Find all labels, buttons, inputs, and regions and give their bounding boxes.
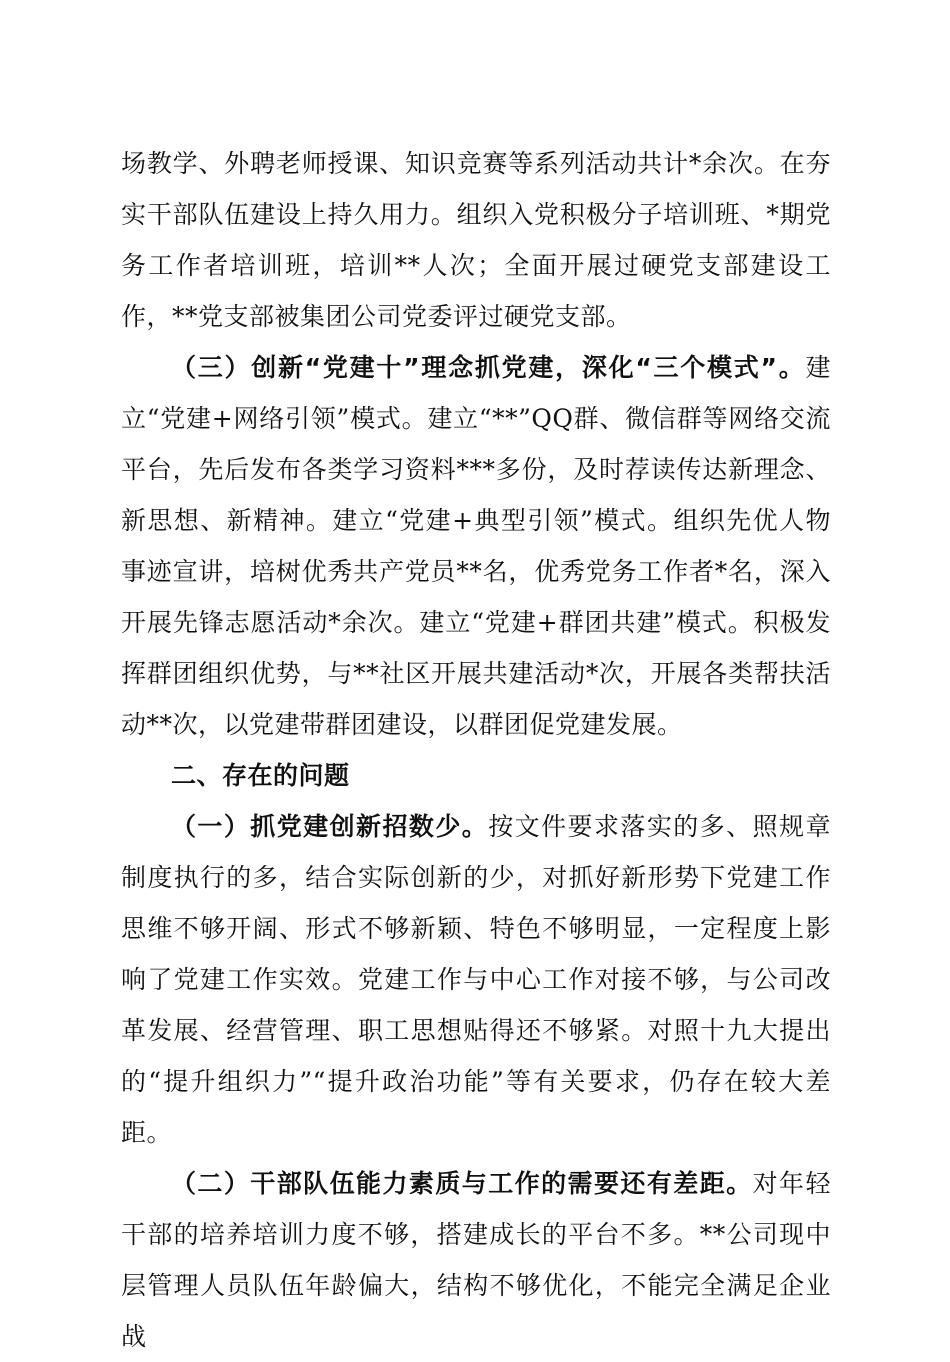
paragraph-problem-2 [121, 1158, 831, 1362]
paragraph-text: 按文件要求落实的多、照规章制度执行的多，结合实际创新的少，对抓好新形势下党建工作思维不够开阔、形式不够新颖、特色不够明显，一定程度上影响了党建工作实效。党建工作与中心工作对接不够，与公司改革发展、经营管理、职工思想贴得还不够紧。对照十九大提出的“提升组织力”“提升政治功能”等有关要求，仍存在较大差距。 [121, 812, 831, 1147]
paragraph-lead: （一）抓党建创新招数少。 [171, 812, 489, 841]
paragraph-problem-1 [121, 801, 831, 1158]
paragraph-continuation [121, 138, 831, 342]
paragraph-text: 建立“党建+网络引领”模式。建立“**”QQ群、微信群等网络交流平台，先后发布各类学习资料***多份，及时荐读传达新理念、新思想、新精神。建立“党建+典型引领”模式。组织先优人物事迹宣讲，培树优秀共产党员**名，优秀党务工作者*名，深入开展先锋志愿活动*余次。建立“党建+群团共建”模式。积极发挥群团组织优势，与**社区开展共建活动*次，开展各类帮扶活动**次，以党建带群团建设，以群团促党建发展。 [121, 353, 831, 739]
document-body [121, 138, 831, 1362]
paragraph-section-3 [121, 342, 831, 750]
paragraph-text: 场教学、外聘老师授课、知识竞赛等系列活动共计*余次。在夯实干部队伍建设上持久用力。组织入党积极分子培训班、*期党务工作者培训班，培训**人次；全面开展过硬党支部建设工作，**党支部被集团公司党委评过硬党支部。 [121, 149, 831, 331]
paragraph-text: 对年轻干部的培养培训力度不够，搭建成长的平台不多。**公司现中层管理人员队伍年龄偏大，结构不够优化，不能完全满足企业战 [121, 1169, 831, 1351]
paragraph-lead: （三）创新“党建十”理念抓党建，深化“三个模式”。 [171, 353, 806, 382]
paragraph-lead: （二）干部队伍能力素质与工作的需要还有差距。 [171, 1169, 753, 1198]
section-heading: 二、存在的问题 [171, 761, 350, 790]
